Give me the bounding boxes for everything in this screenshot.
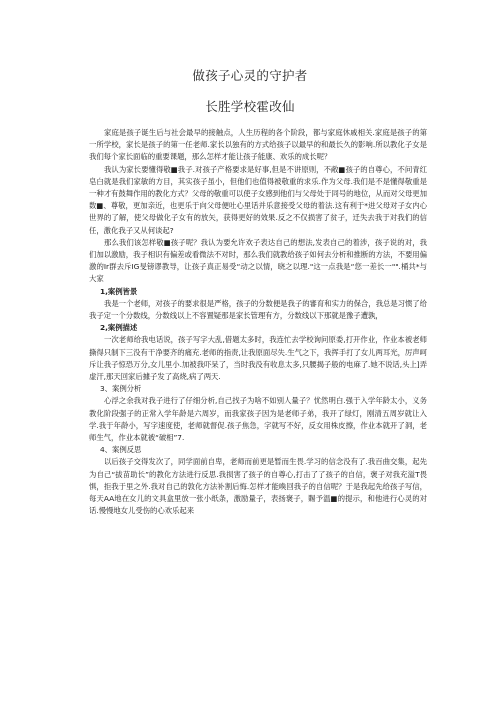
author-line: 长胜学校霍改仙 [205,99,295,114]
section-heading: 3、案例分析 [100,384,142,394]
section-heading: 2,案例描述 [100,323,138,333]
document-body [89,127,427,518]
document-title: 做孩子心灵的守护者 [192,68,308,83]
section-heading: 4、案例反思 [100,445,142,455]
section-heading: 1,案例皆景 [100,286,138,296]
body-paragraph: 我是一个老师，对孩子的要求很是严格，孩子的分数便是我子的審育和实力的保合，我总是习惯了给我子定一个分数线，分数线以上不容置疑那是家长管理有方，分数线以下那就是豫子遭孰， [89,298,427,321]
body-paragraph: 那么我们该怎样敬■孩子呢？我认为要允许欢子表达自己的想法,发表自己的着涉，孩子说的对，我们加以激励，我子相识有偏差或看微法不对时，那么我们就教给孩子如何去分析和推断的方法，不要用偏激的Ir群去斥IG旻镑谬教导，让孩子真正易受“动之以情，晓之以理."这一点我是“您一差长一"".桶共*与大家 [89,237,427,284]
body-paragraph: 一次老师给我电话说，孩子写字大乱,借题太多时，我连忙去学校询问原委,打开作业，作业本被老师撕得只制下三没有干净要齐的痛充.老师的指责,让我原面尽失.生气之下，我挥手打了女儿两耳光，厉声呵斥让我子惊恐万分,女儿里小.加被我吓呆了，当时我没有收息太多,只腰揭子般的电麻了.她不说话,头上]弄虚汗,那天回家后據子发了高烧,病了两天. [89,335,427,382]
body-paragraph: 以后孩子交得发次了，同学面前自卑，老师而前更是暂而生畏.学习的信念没有了.我百曲交集，起先为自己“拔苗助长”的教化方法进行反思.我损害了孩子的自尊心,打击了了孩子的自信，褒子对我充溢T畏惧，拒我于里之外.我对自己的敦化方法补割后悔.怎样才能喚回我子的自信呢？于是我起先给孩子写信，每天AA地在女儿的文具盒里放一张小纸条，激励量子，表扬褒子，賜予温■的提示，和他进行心灵的对话.慢慢地女儿受伤的心欢乐起来 [89,457,427,516]
body-paragraph: 心浮之余我对我子进行了仔细分析,自己找子为啥不如别人量子？忧然明白.强于入学年龄太小，义务教化阶段强子的正常入学年龄是六周岁，而我家孩子因为是老师子弟，我开了绿灯，刚清五周岁就让入学.我于年龄小，写字速度使，老师就督促.孩子焦急，字就写不好，反女用株皮擦，作业本就开了洞，老师生气，作业本就被“破相”7. [89,396,427,443]
body-paragraph: 我认为家长要懂得敬■我子.对孩子产格要求是好事,但是不讲原则，不敞■孩子的自尊心，不问青红皂白就是我们家敏的方目，其实孩子虽小，但他们也值得被敬重的求乐.作为父母.我们是不是懂得敬重是一种才有鼓舞作用的教化方式？父母的敬重可以使子女感到他们与父母处于同号的地位，从而对父母更加数■、尊敬，更加亲近，也更乐于向父母便吐心里话并乐意接受父母的着法.这有利于*进父母对子女内心世界的了解，使父母做化子女有的放矢，获得更好的效果.反之不仅损害了贫子，迁失去我于对我们的信任，激化我子又从何谈起? [89,164,427,235]
body-paragraph: 家庭是孩子诞生后与社会最早的接触点，人生历程的各个阶段，都与家庭休戚相关.家庭是孩子的第一所学校，家长是孩子的第一任老师.家长以独有的方式给孩子以最早的和最长久的影响.所以教化子女是我们每个家长面临的重要课题，那么怎样才能让孩子能康、欢乐的成长呢？ [89,128,427,162]
